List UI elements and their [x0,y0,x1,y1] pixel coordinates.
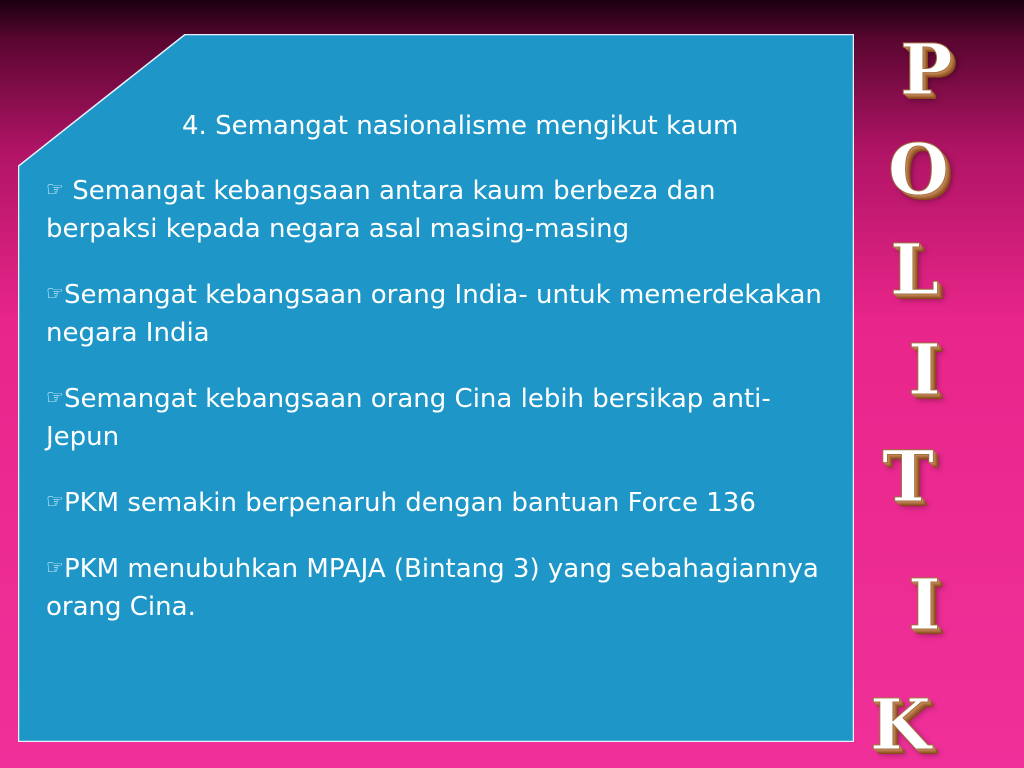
bullet-text: Semangat kebangsaan orang Cina lebih bersikap anti-Jepun [46,384,771,452]
bullet-text: PKM semakin berpenaruh dengan bantuan Force 136 [63,488,756,518]
side-title-letter: I [908,328,941,411]
pointing-hand-icon: ☞ [46,489,64,513]
pointing-hand-icon: ☞ [46,177,64,201]
bullet-item [46,548,826,626]
bullet-text: PKM menubuhkan MPAJA (Bintang 3) yang sebahagiannya orang Cina. [46,554,819,622]
pointing-hand-icon: ☞ [46,555,64,579]
bullet-item [46,482,826,522]
side-title-letter: I [908,563,941,646]
bullet-text: Semangat kebangsaan antara kaum berbeza dan berpaksi kepada negara asal masing-masing [46,176,716,244]
bullet-item [46,378,826,456]
side-title-letter: O [888,128,949,211]
side-title-letter: L [890,228,940,311]
pointing-hand-icon: ☞ [46,281,64,305]
side-title-letter: P [900,28,953,111]
side-title-letter: T [882,435,935,518]
bullet-list [46,170,826,652]
bullet-text: Semangat kebangsaan orang India- untuk memerdekakan negara India [46,280,822,348]
side-title-politik [860,30,1010,768]
pointing-hand-icon: ☞ [46,385,64,409]
bullet-item [46,274,826,352]
side-title-letter: K [870,683,931,766]
bullet-item [46,170,826,248]
slide-heading: 4. Semangat nasionalisme mengikut kaum [182,111,739,141]
